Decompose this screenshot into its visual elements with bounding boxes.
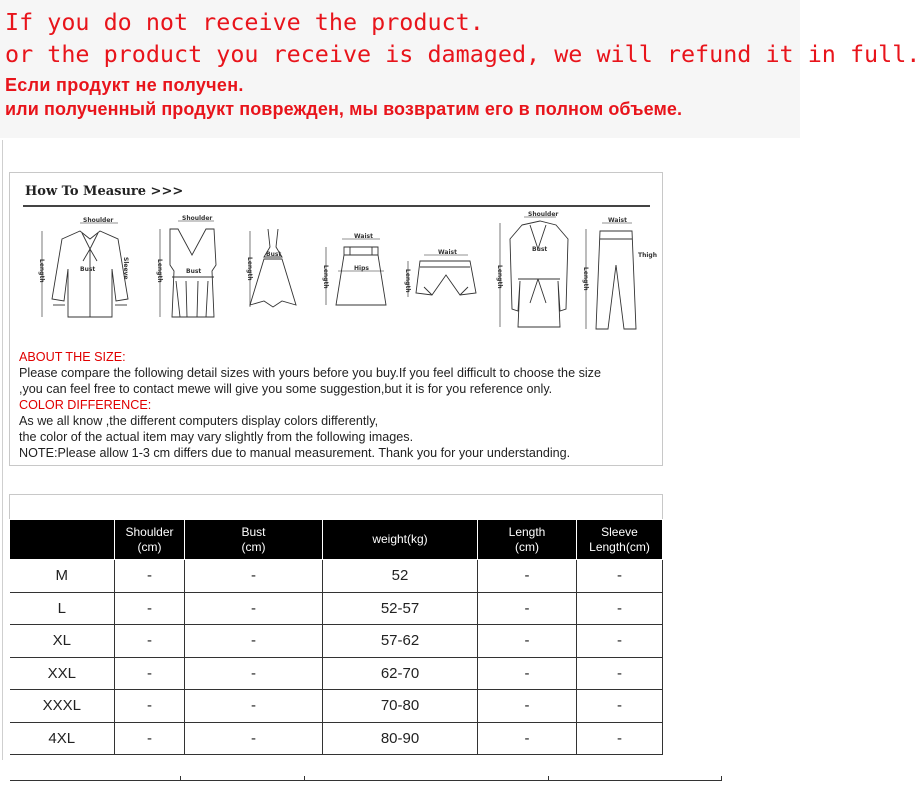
garment-measure-labels — [38, 211, 657, 293]
label-bust-2: Bust — [186, 268, 202, 275]
bottom-tick — [180, 776, 181, 781]
label-length-4: Length — [322, 265, 329, 289]
header-length: Length (cm) — [478, 520, 577, 560]
weight-cell: 70-80 — [323, 690, 478, 723]
label-length-3: Length — [246, 257, 253, 281]
refund-notice-line-1: If you do not receive the product. — [5, 8, 484, 36]
weight-cell: 57-62 — [323, 625, 478, 658]
blouse-illustration — [52, 231, 128, 317]
size-notes — [19, 349, 659, 461]
bottom-tick — [548, 776, 549, 781]
sleeve-cell: - — [577, 690, 663, 723]
table-header-row — [10, 520, 663, 560]
size-cell: XL — [10, 625, 115, 658]
length-cell: - — [478, 722, 577, 755]
sleeve-cell: - — [577, 560, 663, 593]
shoulder-cell: - — [115, 625, 185, 658]
label-shoulder-1: Shoulder — [83, 217, 114, 224]
label-sleeve: Sleeve — [122, 257, 129, 280]
header-size — [10, 520, 115, 560]
length-cell: - — [478, 625, 577, 658]
length-cell: - — [478, 657, 577, 690]
header-shoulder: Shoulder (cm) — [115, 520, 185, 560]
size-cell: XXL — [10, 657, 115, 690]
size-cell: L — [10, 592, 115, 625]
label-thigh: Thigh — [638, 252, 657, 259]
bottom-divider — [10, 780, 722, 781]
label-hips: Hips — [354, 265, 369, 272]
length-cell: - — [478, 690, 577, 723]
size-table-frame — [9, 494, 663, 519]
label-waist-1: Waist — [354, 233, 373, 240]
label-length-7: Length — [582, 267, 589, 291]
label-shoulder-3: Shoulder — [528, 211, 559, 218]
shoulder-cell: - — [115, 690, 185, 723]
label-length-6: Length — [496, 265, 503, 289]
left-divider — [2, 140, 3, 760]
bust-cell: - — [185, 722, 323, 755]
color-difference-line-1: As we all know ,the different computers display colors differently, — [19, 414, 379, 428]
bust-cell: - — [185, 592, 323, 625]
color-difference-heading: COLOR DIFFERENCE: — [19, 398, 152, 412]
table-row — [10, 560, 663, 593]
refund-notice-line-4-ru: или полученный продукт поврежден, мы возвратим его в полном объеме. — [5, 99, 683, 119]
bust-cell: - — [185, 625, 323, 658]
table-row — [10, 592, 663, 625]
shoulder-cell: - — [115, 722, 185, 755]
bust-cell: - — [185, 657, 323, 690]
measure-title-rule — [23, 205, 650, 207]
measurement-note: NOTE:Please allow 1-3 cm differs due to manual measurement. Thank you for your understanding. — [19, 446, 571, 460]
sleeve-cell: - — [577, 657, 663, 690]
size-cell: XXXL — [10, 690, 115, 723]
shoulder-cell: - — [115, 592, 185, 625]
how-to-measure-panel — [9, 172, 663, 466]
label-bust-1: Bust — [80, 266, 96, 273]
label-length-2: Length — [156, 259, 163, 283]
label-waist-2: Waist — [438, 249, 457, 256]
size-chart-table — [9, 519, 663, 755]
about-size-line-1: Please compare the following detail sizes with yours before you buy.If you feel difficult to choose the size — [19, 366, 601, 380]
table-row — [10, 657, 663, 690]
sleeve-cell: - — [577, 592, 663, 625]
refund-notice-line-3-ru: Если продукт не получен. — [5, 75, 244, 95]
garment-illustrations — [20, 209, 660, 349]
skirt-illustration — [336, 247, 386, 305]
shoulder-cell: - — [115, 560, 185, 593]
weight-cell: 62-70 — [323, 657, 478, 690]
header-bust: Bust (cm) — [185, 520, 323, 560]
coat-illustration — [510, 221, 568, 327]
refund-notice-line-2: or the product you receive is damaged, we will refund it in full. — [5, 40, 920, 68]
label-length-5: Length — [404, 269, 411, 293]
about-size-heading: ABOUT THE SIZE: — [19, 350, 126, 364]
label-waist-3: Waist — [608, 217, 627, 224]
bottom-tick — [721, 776, 722, 781]
length-cell: - — [478, 592, 577, 625]
length-cell: - — [478, 560, 577, 593]
garment-diagram — [20, 209, 660, 349]
size-cell: M — [10, 560, 115, 593]
size-cell: 4XL — [10, 722, 115, 755]
label-length-1: Length — [38, 259, 45, 283]
header-sleeve-length: Sleeve Length(cm) — [577, 520, 663, 560]
shorts-illustration — [416, 261, 476, 295]
header-weight: weight(kg) — [323, 520, 478, 560]
bottom-tick — [304, 776, 305, 781]
color-difference-line-2: the color of the actual item may vary slightly from the following images. — [19, 430, 414, 444]
table-row — [10, 690, 663, 723]
label-shoulder-2: Shoulder — [182, 215, 213, 222]
dress-illustration — [250, 229, 296, 307]
sleeve-cell: - — [577, 625, 663, 658]
table-row — [10, 625, 663, 658]
about-size-line-2: ,you can feel free to contact mewe will give you some suggestion,but it is for you reference only. — [19, 382, 553, 396]
label-bust-3: Bust — [266, 251, 282, 258]
table-row — [10, 722, 663, 755]
bust-cell: - — [185, 560, 323, 593]
refund-banner — [0, 0, 920, 138]
weight-cell: 52 — [323, 560, 478, 593]
shoulder-cell: - — [115, 657, 185, 690]
weight-cell: 80-90 — [323, 722, 478, 755]
trousers-illustration — [596, 231, 636, 329]
measure-title: How To Measure >>> — [25, 184, 184, 199]
weight-cell: 52-57 — [323, 592, 478, 625]
bust-cell: - — [185, 690, 323, 723]
sleeve-cell: - — [577, 722, 663, 755]
label-bust-4: Bust — [532, 246, 548, 253]
